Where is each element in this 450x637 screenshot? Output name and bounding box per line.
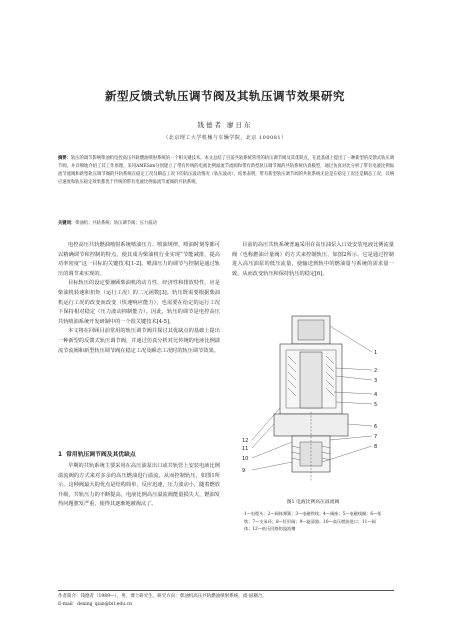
footnote-author: 作者简介：钱德者（1989—），男，博士研究生，研究方向：柴油机高压共轨燃油喷射系统，流-固耦合。 (58, 594, 267, 599)
paragraph: 目前的高压共轨系统普遍采用在高压油泵入口处安装电液比例流量阀（也称燃油计量阀）的方式来控制轨压，如图2所示。它是通过控制进入高压油泵的低压流量，使输送到轨中的燃油量与系统的需求量一致，从而改变轨压和保持轨压的稳定[6]。 (232, 242, 394, 277)
callout-7: 7 (374, 434, 378, 440)
keywords-label: 关键词： (58, 221, 76, 226)
paragraph: 早期的共轨系统主要采用在高压油泵出口或共轨管上安装电液比例溢流阀的方式来对多余的高压燃油进行溢流，从而控制轨压，如图1所示。这种阀最大的优点是结构简单，反应迅速，压力波动小，随着燃放升级，共轨压力的不断提高，电液比例高压溢流阀能量损失大，燃油发热问题愈发严重，使得其逐渐地被淘汰了。 (58, 463, 220, 508)
figure-legend: 1—电缆头；2—阀体弹簧；3—电磁铁线；4—阀座；5—电磁线圈；6—衔铁；7—支承环；8—钉形阀；9—滤清器；10—高压燃油进口；11—阀体；12—低压回路的溢流槽 (244, 511, 382, 531)
paragraph: 本文将在回顾目前常用的轨压调节阀并探讨其优缺点的基础上提出一种新型的反馈式轨压调节阀，并通过仿真分析对比传统的电液比例溢流节流阀和新型轨压调节阀在稳定工况及瞬态工况时的轨压调节效果。 (58, 328, 220, 354)
callout-10: 10 (242, 456, 249, 462)
valve-figure (240, 312, 390, 497)
right-column (232, 241, 394, 279)
callout-12: 12 (242, 438, 249, 444)
keywords (58, 220, 394, 228)
callout-4: 4 (374, 392, 378, 398)
keywords-text: 柴油机；共轨系统；轨压调节阀；压力波动 (75, 221, 157, 226)
callout-1: 1 (374, 350, 378, 356)
affiliation: （北京理工大学机械与车辆学院，北京 100081） (163, 135, 287, 141)
callout-5: 5 (374, 402, 378, 408)
callout-8: 8 (374, 444, 378, 450)
section-number: 1 (58, 452, 63, 458)
abstract-text: 轨压的调节影响柴油机电控高压共轨燃油喷射系统的一个相关键技术。本文总结了目前共轨系统常用的轨压调节阀及其优缺点，在此基础上提出了一种新型的反馈式轨压调节阀，并详细地介绍了其工作原理。采用AMESim分别建立了带有传统的电液比例溢流节流阀和带有新型轨压调节阀的共轨系统仿真模型，通过仿真对比分析了带有电液比例溢流节流阀和新型轨压调节阀的共轨系统在稳定工况及瞬态工况下的轨压波动情况（轨压波动），结果表明，带有新型轨压调节阀的共轨系统无论是在稳定工况还是瞬态工况，其响应速度和轨压稳定效果都优于传统的带有电液比例溢流节流阀的共轨系统。 (58, 156, 395, 185)
footnote-email: E-mail：dexing_qian@bit.edu.cn (58, 602, 133, 607)
figure-caption: 图1 电液比例高压溢流阀 (286, 500, 340, 505)
section-heading (58, 449, 136, 458)
section-title: 常用轨压调节阀及其优缺点 (66, 452, 136, 458)
authors: 钱德者 廖日东 (197, 121, 253, 129)
callout-2: 2 (374, 368, 378, 374)
abstract-label: 摘要： (58, 156, 71, 161)
left-column (58, 241, 220, 356)
callout-9: 9 (242, 468, 246, 474)
section-body (58, 462, 220, 510)
paper-title: 新型反馈式轨压调节阀及其轨压调节效果研究 (105, 89, 345, 103)
callout-3: 3 (374, 378, 378, 384)
paragraph: 电控高压共轨燃油喷射系统喷油压力、喷油规律，喷油时刻等都可以精确调节和控制的特点，使其成为柴油机行业实现“节能减排，提高功率密度”这一目标的关键技术[1-2]。喷油压力的调节与控制是通过轨压的调节来实现的。 (58, 242, 220, 277)
footnote (58, 593, 394, 609)
abstract (58, 155, 394, 187)
footnote-divider (58, 590, 394, 591)
paragraph: 目标轨压的设定要兼顾柴油机的动力性、经济性和排放特性，应是柴油机转速和扭矩（运行工况）的二元函数[3]。轨压既需要根据柴油机运行工况的改变而改变（快速响应能力），也需要在给定的运行工况下保持相对稳定（压力波动抑制能力）。因此，轨压的调节是电控高压共轨喷油系统开发研制中的一个很关键技术[4-5]。 (58, 280, 220, 325)
callout-6: 6 (374, 424, 378, 430)
callout-11: 11 (242, 446, 249, 452)
